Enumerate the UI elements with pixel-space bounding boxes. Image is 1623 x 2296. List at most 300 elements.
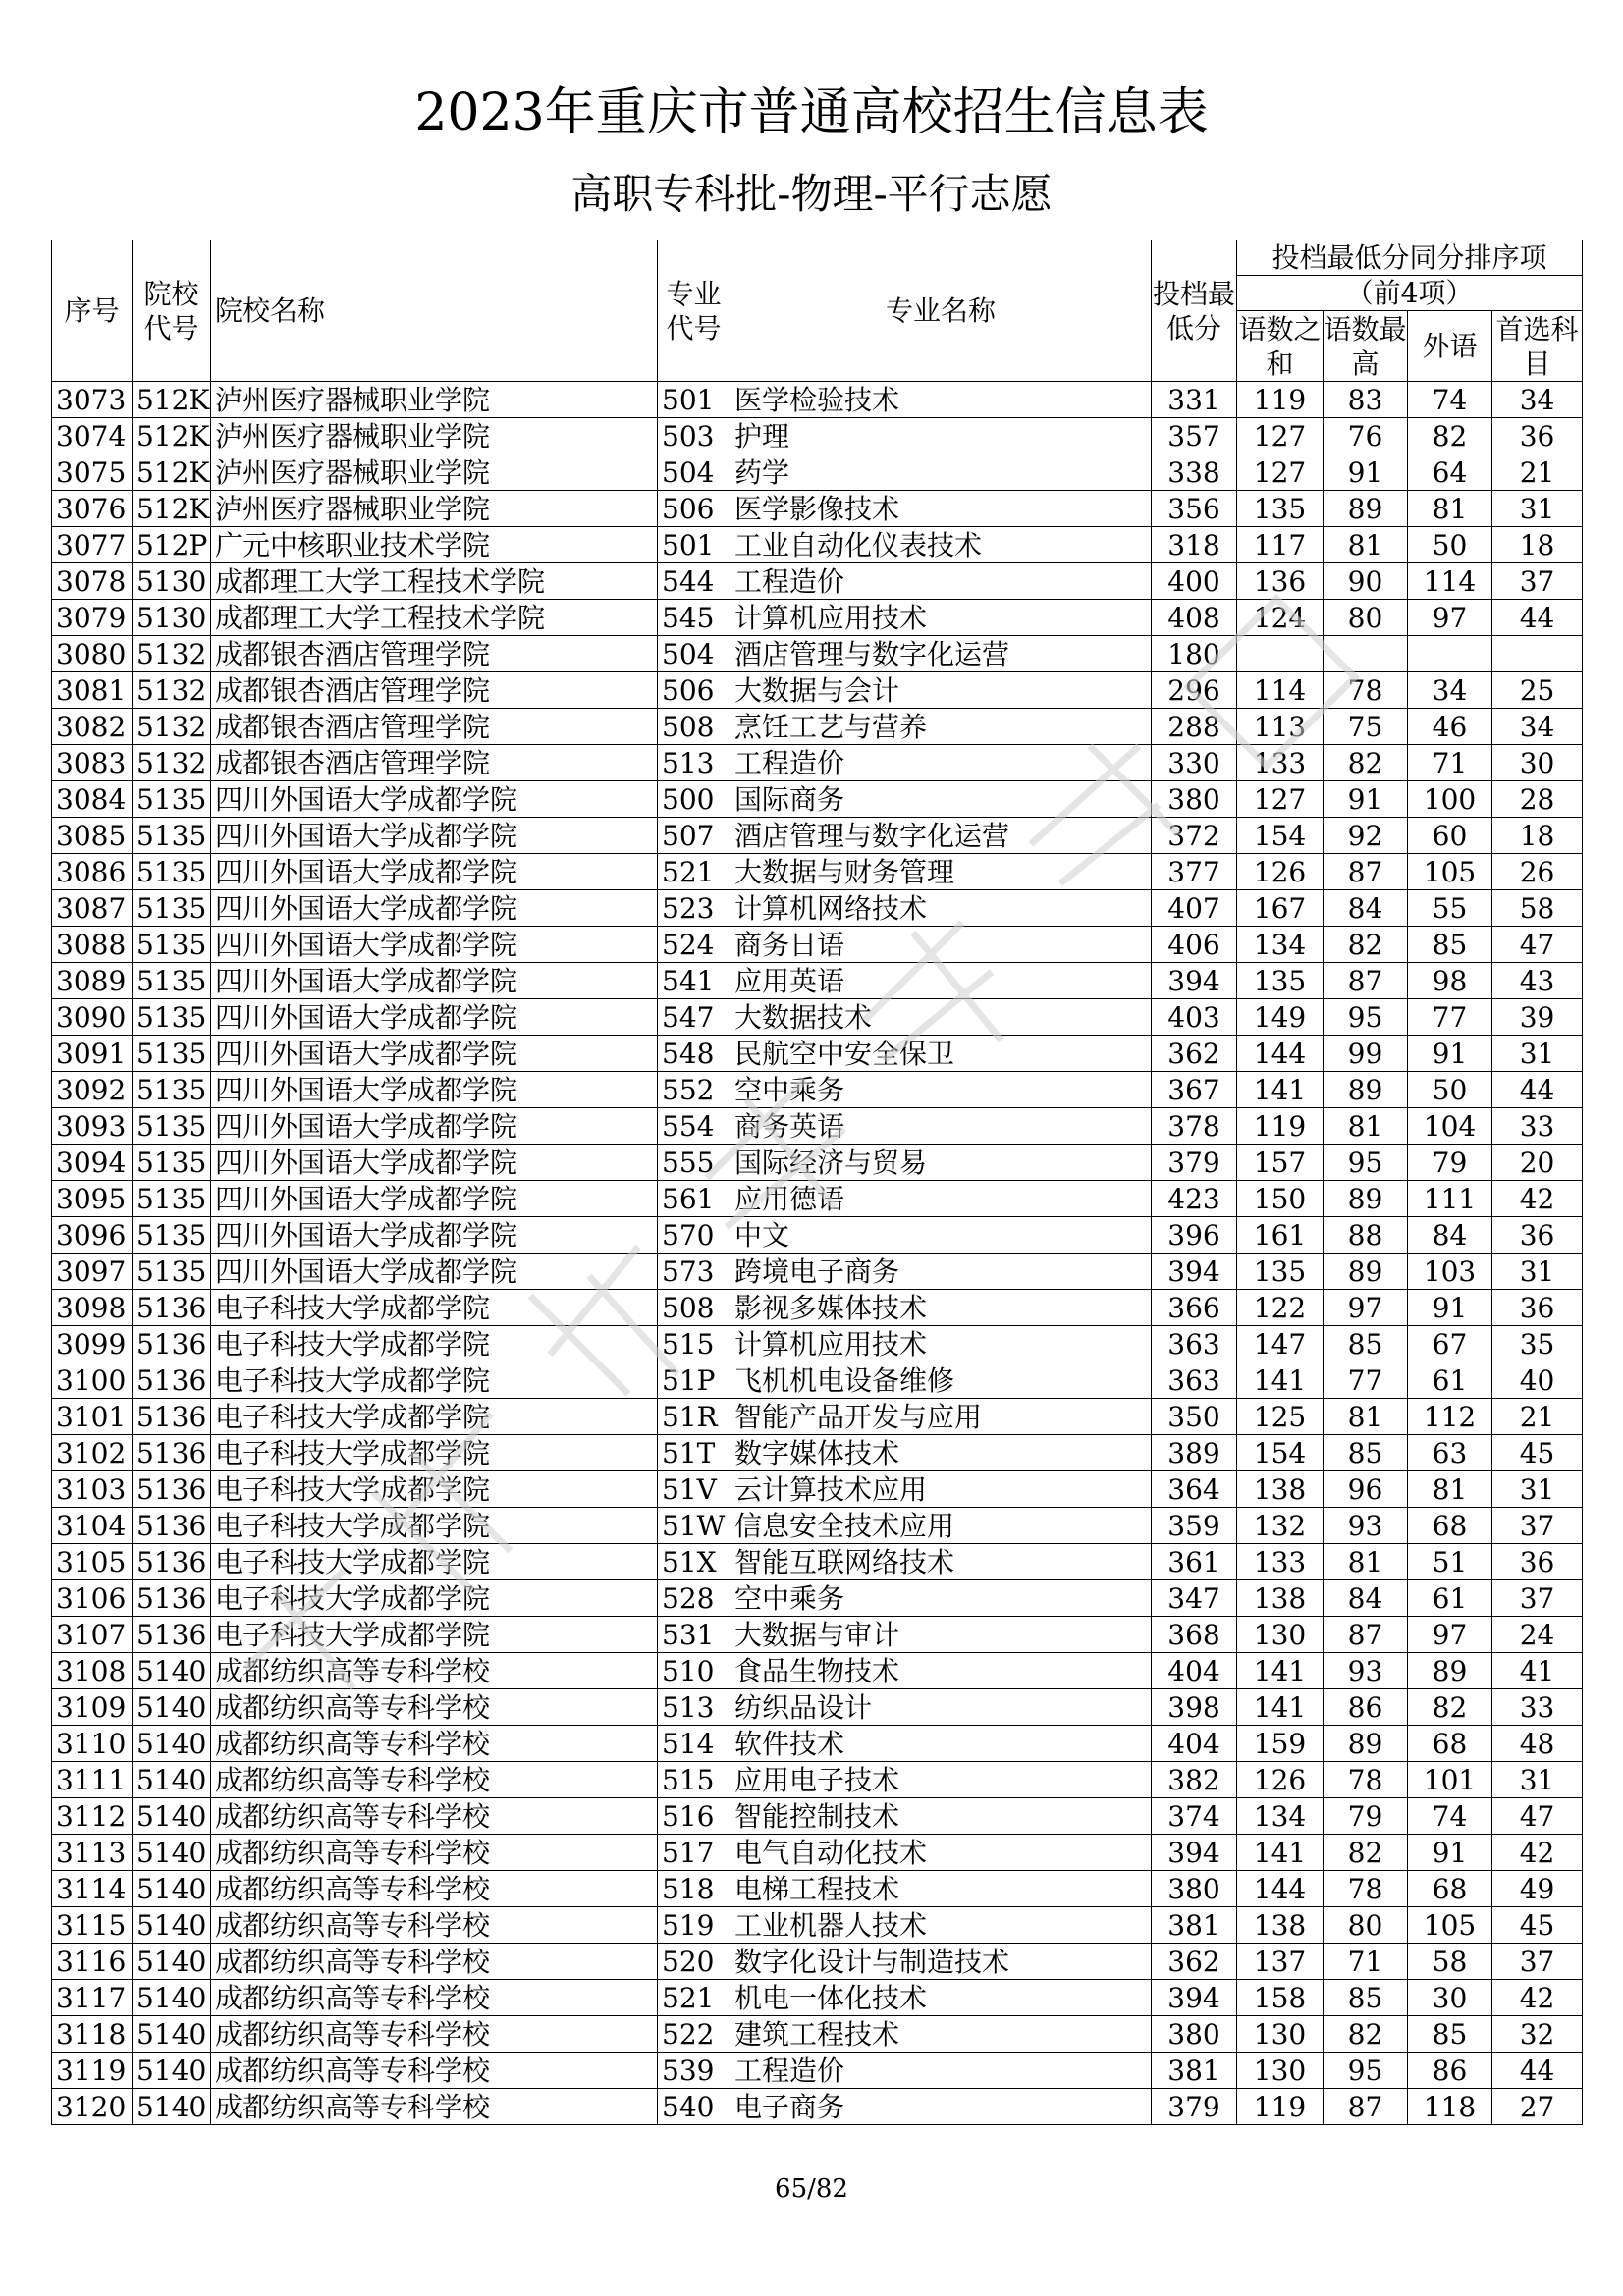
cell-sum-chinese-math: 113 [1237, 709, 1324, 745]
cell-major-name: 工程造价 [730, 563, 1152, 600]
table-row [52, 1871, 1583, 1907]
cell-sum-chinese-math: 136 [1237, 563, 1324, 600]
cell-max-chinese-math: 71 [1324, 1944, 1408, 1980]
cell-min-score: 394 [1152, 1254, 1237, 1290]
cell-seq: 3090 [52, 999, 133, 1036]
cell-seq: 3079 [52, 600, 133, 636]
cell-school-name: 四川外国语大学成都学院 [211, 818, 658, 854]
cell-max-chinese-math: 89 [1324, 1726, 1408, 1762]
cell-foreign-language: 71 [1408, 745, 1492, 781]
cell-foreign-language: 77 [1408, 999, 1492, 1036]
cell-major-name: 酒店管理与数字化运营 [730, 636, 1152, 672]
cell-min-score: 372 [1152, 818, 1237, 854]
cell-school-code: 5136 [133, 1580, 211, 1617]
cell-school-name: 泸州医疗器械职业学院 [211, 454, 658, 491]
cell-school-name: 成都理工大学工程技术学院 [211, 563, 658, 600]
cell-max-chinese-math: 92 [1324, 818, 1408, 854]
cell-major-name: 酒店管理与数字化运营 [730, 818, 1152, 854]
cell-major-name: 大数据与会计 [730, 672, 1152, 709]
cell-major-name: 药学 [730, 454, 1152, 491]
cell-major-name: 工程造价 [730, 2053, 1152, 2089]
cell-seq: 3120 [52, 2089, 133, 2125]
cell-major-name: 软件技术 [730, 1726, 1152, 1762]
cell-min-score: 404 [1152, 1726, 1237, 1762]
cell-seq: 3112 [52, 1798, 133, 1835]
cell-school-name: 泸州医疗器械职业学院 [211, 382, 658, 418]
cell-sum-chinese-math: 130 [1237, 1617, 1324, 1653]
cell-max-chinese-math: 95 [1324, 999, 1408, 1036]
cell-school-name: 电子科技大学成都学院 [211, 1435, 658, 1471]
cell-major-code: 51T [658, 1435, 730, 1471]
cell-seq: 3116 [52, 1944, 133, 1980]
table-row [52, 2089, 1583, 2125]
cell-foreign-language: 58 [1408, 1944, 1492, 1980]
table-row [52, 1617, 1583, 1653]
cell-major-code: 547 [658, 999, 730, 1036]
cell-major-name: 智能控制技术 [730, 1798, 1152, 1835]
cell-foreign-language: 98 [1408, 963, 1492, 999]
cell-first-subject: 45 [1492, 1435, 1583, 1471]
cell-major-name: 医学影像技术 [730, 491, 1152, 527]
cell-seq: 3084 [52, 781, 133, 818]
table-row [52, 600, 1583, 636]
table-row [52, 636, 1583, 672]
cell-major-code: 539 [658, 2053, 730, 2089]
cell-min-score: 347 [1152, 1580, 1237, 1617]
cell-school-name: 广元中核职业技术学院 [211, 527, 658, 563]
cell-major-code: 504 [658, 454, 730, 491]
cell-major-name: 医学检验技术 [730, 382, 1152, 418]
table-row [52, 418, 1583, 454]
table-row [52, 1544, 1583, 1580]
cell-first-subject: 41 [1492, 1653, 1583, 1689]
cell-min-score: 356 [1152, 491, 1237, 527]
cell-school-name: 成都纺织高等专科学校 [211, 2053, 658, 2089]
cell-major-code: 522 [658, 2016, 730, 2053]
cell-first-subject: 20 [1492, 1145, 1583, 1181]
cell-major-name: 电气自动化技术 [730, 1835, 1152, 1871]
cell-seq: 3086 [52, 854, 133, 890]
cell-seq: 3118 [52, 2016, 133, 2053]
cell-major-code: 519 [658, 1907, 730, 1944]
cell-foreign-language: 68 [1408, 1726, 1492, 1762]
header-major-code: 专业代号 [658, 240, 730, 382]
cell-foreign-language: 68 [1408, 1871, 1492, 1907]
cell-first-subject: 48 [1492, 1726, 1583, 1762]
cell-school-name: 成都银杏酒店管理学院 [211, 672, 658, 709]
table-row [52, 563, 1583, 600]
cell-max-chinese-math: 95 [1324, 2053, 1408, 2089]
cell-seq: 3076 [52, 491, 133, 527]
cell-seq: 3087 [52, 890, 133, 927]
cell-max-chinese-math: 96 [1324, 1471, 1408, 1508]
cell-major-name: 护理 [730, 418, 1152, 454]
table-row [52, 2016, 1583, 2053]
cell-major-code: 513 [658, 745, 730, 781]
table-row [52, 382, 1583, 418]
cell-min-score: 361 [1152, 1544, 1237, 1580]
cell-major-code: 516 [658, 1798, 730, 1835]
cell-school-name: 成都纺织高等专科学校 [211, 1798, 658, 1835]
table-row [52, 1798, 1583, 1835]
cell-sum-chinese-math: 119 [1237, 1108, 1324, 1145]
cell-foreign-language: 111 [1408, 1181, 1492, 1217]
table-row [52, 1762, 1583, 1798]
cell-seq: 3117 [52, 1980, 133, 2016]
cell-max-chinese-math: 88 [1324, 1217, 1408, 1254]
cell-max-chinese-math: 93 [1324, 1508, 1408, 1544]
cell-min-score: 374 [1152, 1798, 1237, 1835]
cell-foreign-language: 46 [1408, 709, 1492, 745]
cell-seq: 3082 [52, 709, 133, 745]
header-sum-chinese-math: 语数之和 [1238, 312, 1322, 380]
cell-sum-chinese-math: 144 [1237, 1871, 1324, 1907]
cell-first-subject: 43 [1492, 963, 1583, 999]
cell-first-subject: 33 [1492, 1689, 1583, 1726]
cell-sum-chinese-math: 124 [1237, 600, 1324, 636]
cell-sum-chinese-math: 154 [1237, 1435, 1324, 1471]
cell-major-code: 524 [658, 927, 730, 963]
cell-sum-chinese-math: 154 [1237, 818, 1324, 854]
cell-school-name: 成都纺织高等专科学校 [211, 1653, 658, 1689]
cell-first-subject: 44 [1492, 1072, 1583, 1108]
cell-foreign-language: 74 [1408, 382, 1492, 418]
cell-school-name: 成都纺织高等专科学校 [211, 1689, 658, 1726]
cell-max-chinese-math: 85 [1324, 1435, 1408, 1471]
cell-school-code: 5135 [133, 927, 211, 963]
cell-first-subject: 47 [1492, 1798, 1583, 1835]
cell-major-code: 570 [658, 1217, 730, 1254]
cell-school-code: 5136 [133, 1617, 211, 1653]
cell-foreign-language: 105 [1408, 854, 1492, 890]
cell-min-score: 380 [1152, 1871, 1237, 1907]
cell-min-score: 389 [1152, 1435, 1237, 1471]
cell-first-subject: 37 [1492, 1944, 1583, 1980]
cell-school-code: 5140 [133, 2016, 211, 2053]
cell-max-chinese-math: 89 [1324, 1181, 1408, 1217]
cell-foreign-language: 89 [1408, 1653, 1492, 1689]
cell-min-score: 296 [1152, 672, 1237, 709]
cell-max-chinese-math: 84 [1324, 890, 1408, 927]
cell-seq: 3085 [52, 818, 133, 854]
cell-school-name: 四川外国语大学成都学院 [211, 1145, 658, 1181]
cell-foreign-language: 105 [1408, 1907, 1492, 1944]
cell-major-code: 515 [658, 1762, 730, 1798]
cell-max-chinese-math: 85 [1324, 1980, 1408, 2016]
cell-seq: 3089 [52, 963, 133, 999]
header-min-score: 投档最低分 [1152, 240, 1237, 382]
cell-school-code: 5132 [133, 636, 211, 672]
cell-max-chinese-math: 89 [1324, 491, 1408, 527]
cell-max-chinese-math: 78 [1324, 1871, 1408, 1907]
cell-major-code: 51R [658, 1399, 730, 1435]
cell-major-name: 数字媒体技术 [730, 1435, 1152, 1471]
cell-first-subject: 18 [1492, 527, 1583, 563]
cell-first-subject: 28 [1492, 781, 1583, 818]
cell-major-name: 大数据技术 [730, 999, 1152, 1036]
cell-school-code: 5140 [133, 1726, 211, 1762]
cell-major-name: 中文 [730, 1217, 1152, 1254]
cell-sum-chinese-math: 114 [1237, 672, 1324, 709]
cell-min-score: 394 [1152, 963, 1237, 999]
cell-sum-chinese-math: 127 [1237, 418, 1324, 454]
cell-max-chinese-math: 87 [1324, 963, 1408, 999]
cell-sum-chinese-math: 130 [1237, 2053, 1324, 2089]
table-row [52, 1036, 1583, 1072]
cell-major-name: 纺织品设计 [730, 1689, 1152, 1726]
cell-major-name: 机电一体化技术 [730, 1980, 1152, 2016]
cell-first-subject: 34 [1492, 709, 1583, 745]
cell-school-name: 四川外国语大学成都学院 [211, 1217, 658, 1254]
cell-sum-chinese-math: 126 [1237, 854, 1324, 890]
cell-seq: 3107 [52, 1617, 133, 1653]
cell-school-code: 5130 [133, 563, 211, 600]
cell-sum-chinese-math: 130 [1237, 2016, 1324, 2053]
page-title: 2023年重庆市普通高校招生信息表 [414, 83, 1209, 142]
cell-max-chinese-math: 78 [1324, 672, 1408, 709]
cell-min-score: 379 [1152, 1145, 1237, 1181]
cell-school-name: 电子科技大学成都学院 [211, 1326, 658, 1362]
table-row [52, 927, 1583, 963]
cell-school-name: 四川外国语大学成都学院 [211, 1036, 658, 1072]
cell-seq: 3119 [52, 2053, 133, 2089]
cell-school-name: 成都纺织高等专科学校 [211, 1726, 658, 1762]
cell-first-subject: 37 [1492, 1580, 1583, 1617]
cell-sum-chinese-math: 141 [1237, 1835, 1324, 1871]
cell-seq: 3106 [52, 1580, 133, 1617]
cell-major-name: 民航空中安全保卫 [730, 1036, 1152, 1072]
cell-major-code: 520 [658, 1944, 730, 1980]
cell-first-subject: 37 [1492, 563, 1583, 600]
table-row [52, 1290, 1583, 1326]
cell-min-score: 396 [1152, 1217, 1237, 1254]
cell-major-name: 商务英语 [730, 1108, 1152, 1145]
cell-min-score: 367 [1152, 1072, 1237, 1108]
cell-min-score: 363 [1152, 1362, 1237, 1399]
cell-seq: 3081 [52, 672, 133, 709]
cell-major-name: 工业机器人技术 [730, 1907, 1152, 1944]
cell-first-subject: 35 [1492, 1326, 1583, 1362]
cell-min-score: 407 [1152, 890, 1237, 927]
table-row [52, 1326, 1583, 1362]
cell-school-code: 5136 [133, 1544, 211, 1580]
cell-sum-chinese-math: 135 [1237, 963, 1324, 999]
cell-school-code: 5135 [133, 999, 211, 1036]
cell-major-code: 503 [658, 418, 730, 454]
table-row [52, 1944, 1583, 1980]
cell-foreign-language: 67 [1408, 1326, 1492, 1362]
cell-seq: 3113 [52, 1835, 133, 1871]
cell-school-code: 5140 [133, 1762, 211, 1798]
cell-min-score: 363 [1152, 1326, 1237, 1362]
cell-major-code: 51V [658, 1471, 730, 1508]
cell-min-score: 368 [1152, 1617, 1237, 1653]
cell-max-chinese-math: 79 [1324, 1798, 1408, 1835]
cell-school-code: 5140 [133, 2089, 211, 2125]
cell-foreign-language: 85 [1408, 2016, 1492, 2053]
cell-school-name: 成都纺织高等专科学校 [211, 1762, 658, 1798]
cell-seq: 3111 [52, 1762, 133, 1798]
cell-seq: 3088 [52, 927, 133, 963]
cell-school-code: 5135 [133, 1181, 211, 1217]
table-row [52, 1471, 1583, 1508]
cell-major-code: 548 [658, 1036, 730, 1072]
cell-school-code: 5135 [133, 818, 211, 854]
cell-foreign-language: 86 [1408, 2053, 1492, 2089]
cell-seq: 3093 [52, 1108, 133, 1145]
cell-major-name: 工业自动化仪表技术 [730, 527, 1152, 563]
cell-seq: 3108 [52, 1653, 133, 1689]
cell-min-score: 366 [1152, 1290, 1237, 1326]
cell-major-name: 应用德语 [730, 1181, 1152, 1217]
cell-first-subject: 36 [1492, 1544, 1583, 1580]
cell-major-name: 计算机应用技术 [730, 1326, 1152, 1362]
cell-first-subject: 26 [1492, 854, 1583, 890]
cell-major-name: 电子商务 [730, 2089, 1152, 2125]
cell-first-subject: 36 [1492, 1290, 1583, 1326]
cell-sum-chinese-math: 141 [1237, 1362, 1324, 1399]
cell-school-code: 5130 [133, 600, 211, 636]
page-subtitle: 高职专科批-物理-平行志愿 [570, 170, 1053, 218]
cell-sum-chinese-math: 138 [1237, 1471, 1324, 1508]
cell-min-score: 406 [1152, 927, 1237, 963]
cell-major-code: 506 [658, 491, 730, 527]
cell-school-name: 四川外国语大学成都学院 [211, 1181, 658, 1217]
cell-min-score: 381 [1152, 1907, 1237, 1944]
cell-school-code: 512K [133, 491, 211, 527]
cell-major-code: 521 [658, 854, 730, 890]
cell-school-name: 四川外国语大学成都学院 [211, 999, 658, 1036]
cell-school-name: 电子科技大学成都学院 [211, 1580, 658, 1617]
cell-max-chinese-math: 81 [1324, 527, 1408, 563]
header-foreign-language: 外语 [1408, 311, 1492, 382]
cell-foreign-language: 114 [1408, 563, 1492, 600]
cell-sum-chinese-math: 135 [1237, 491, 1324, 527]
header-major-name: 专业名称 [730, 240, 1152, 382]
cell-major-code: 518 [658, 1871, 730, 1907]
cell-min-score: 400 [1152, 563, 1237, 600]
table-body [52, 382, 1583, 2125]
cell-foreign-language: 68 [1408, 1508, 1492, 1544]
cell-max-chinese-math: 87 [1324, 854, 1408, 890]
cell-seq: 3077 [52, 527, 133, 563]
cell-school-name: 成都纺织高等专科学校 [211, 1835, 658, 1871]
cell-first-subject: 31 [1492, 1254, 1583, 1290]
cell-school-name: 四川外国语大学成都学院 [211, 890, 658, 927]
cell-school-name: 电子科技大学成都学院 [211, 1471, 658, 1508]
cell-min-score: 394 [1152, 1835, 1237, 1871]
cell-school-name: 电子科技大学成都学院 [211, 1508, 658, 1544]
cell-seq: 3098 [52, 1290, 133, 1326]
cell-school-name: 成都纺织高等专科学校 [211, 1871, 658, 1907]
cell-min-score: 338 [1152, 454, 1237, 491]
cell-foreign-language: 30 [1408, 1980, 1492, 2016]
table-row [52, 781, 1583, 818]
cell-major-name: 工程造价 [730, 745, 1152, 781]
cell-foreign-language: 82 [1408, 418, 1492, 454]
cell-seq: 3104 [52, 1508, 133, 1544]
cell-min-score: 423 [1152, 1181, 1237, 1217]
cell-major-name: 信息安全技术应用 [730, 1508, 1152, 1544]
cell-max-chinese-math: 84 [1324, 1580, 1408, 1617]
cell-seq: 3114 [52, 1871, 133, 1907]
cell-foreign-language: 64 [1408, 454, 1492, 491]
cell-foreign-language: 118 [1408, 2089, 1492, 2125]
cell-min-score: 288 [1152, 709, 1237, 745]
cell-school-code: 5136 [133, 1508, 211, 1544]
cell-school-code: 5140 [133, 1907, 211, 1944]
cell-school-name: 成都纺织高等专科学校 [211, 2016, 658, 2053]
cell-sum-chinese-math: 144 [1237, 1036, 1324, 1072]
cell-school-code: 512K [133, 454, 211, 491]
header-tiebreak-sub: （前4项） [1237, 276, 1583, 311]
cell-seq: 3100 [52, 1362, 133, 1399]
cell-major-name: 计算机网络技术 [730, 890, 1152, 927]
cell-seq: 3073 [52, 382, 133, 418]
cell-seq: 3115 [52, 1907, 133, 1944]
cell-min-score: 318 [1152, 527, 1237, 563]
cell-max-chinese-math: 91 [1324, 781, 1408, 818]
cell-seq: 3109 [52, 1689, 133, 1726]
cell-first-subject: 44 [1492, 2053, 1583, 2089]
cell-min-score: 331 [1152, 382, 1237, 418]
cell-min-score: 398 [1152, 1689, 1237, 1726]
cell-major-name: 应用电子技术 [730, 1762, 1152, 1798]
cell-foreign-language: 104 [1408, 1108, 1492, 1145]
table-row [52, 1145, 1583, 1181]
cell-max-chinese-math: 86 [1324, 1689, 1408, 1726]
cell-major-name: 跨境电子商务 [730, 1254, 1152, 1290]
cell-school-code: 5132 [133, 709, 211, 745]
cell-sum-chinese-math: 132 [1237, 1508, 1324, 1544]
cell-min-score: 381 [1152, 2053, 1237, 2089]
cell-foreign-language: 81 [1408, 491, 1492, 527]
cell-school-name: 电子科技大学成都学院 [211, 1617, 658, 1653]
table-row [52, 1508, 1583, 1544]
table-row [52, 963, 1583, 999]
cell-first-subject: 25 [1492, 672, 1583, 709]
cell-min-score: 378 [1152, 1108, 1237, 1145]
cell-school-code: 5140 [133, 1944, 211, 1980]
cell-first-subject: 49 [1492, 1871, 1583, 1907]
cell-max-chinese-math: 97 [1324, 1290, 1408, 1326]
cell-major-name: 国际经济与贸易 [730, 1145, 1152, 1181]
cell-max-chinese-math: 80 [1324, 600, 1408, 636]
cell-school-name: 成都纺织高等专科学校 [211, 1907, 658, 1944]
cell-major-code: 554 [658, 1108, 730, 1145]
table-row [52, 1181, 1583, 1217]
cell-first-subject: 31 [1492, 491, 1583, 527]
cell-major-name: 食品生物技术 [730, 1653, 1152, 1689]
cell-school-name: 电子科技大学成都学院 [211, 1544, 658, 1580]
cell-foreign-language [1408, 636, 1492, 672]
cell-school-name: 成都银杏酒店管理学院 [211, 636, 658, 672]
cell-school-code: 5140 [133, 1871, 211, 1907]
cell-major-code: 500 [658, 781, 730, 818]
cell-max-chinese-math: 93 [1324, 1653, 1408, 1689]
cell-major-code: 501 [658, 382, 730, 418]
cell-foreign-language: 91 [1408, 1036, 1492, 1072]
cell-min-score: 404 [1152, 1653, 1237, 1689]
cell-school-name: 四川外国语大学成都学院 [211, 1108, 658, 1145]
cell-max-chinese-math: 80 [1324, 1907, 1408, 1944]
cell-seq: 3095 [52, 1181, 133, 1217]
cell-max-chinese-math: 78 [1324, 1762, 1408, 1798]
cell-major-name: 建筑工程技术 [730, 2016, 1152, 2053]
cell-sum-chinese-math: 138 [1237, 1907, 1324, 1944]
header-seq: 序号 [52, 240, 133, 382]
cell-major-name: 数字化设计与制造技术 [730, 1944, 1152, 1980]
